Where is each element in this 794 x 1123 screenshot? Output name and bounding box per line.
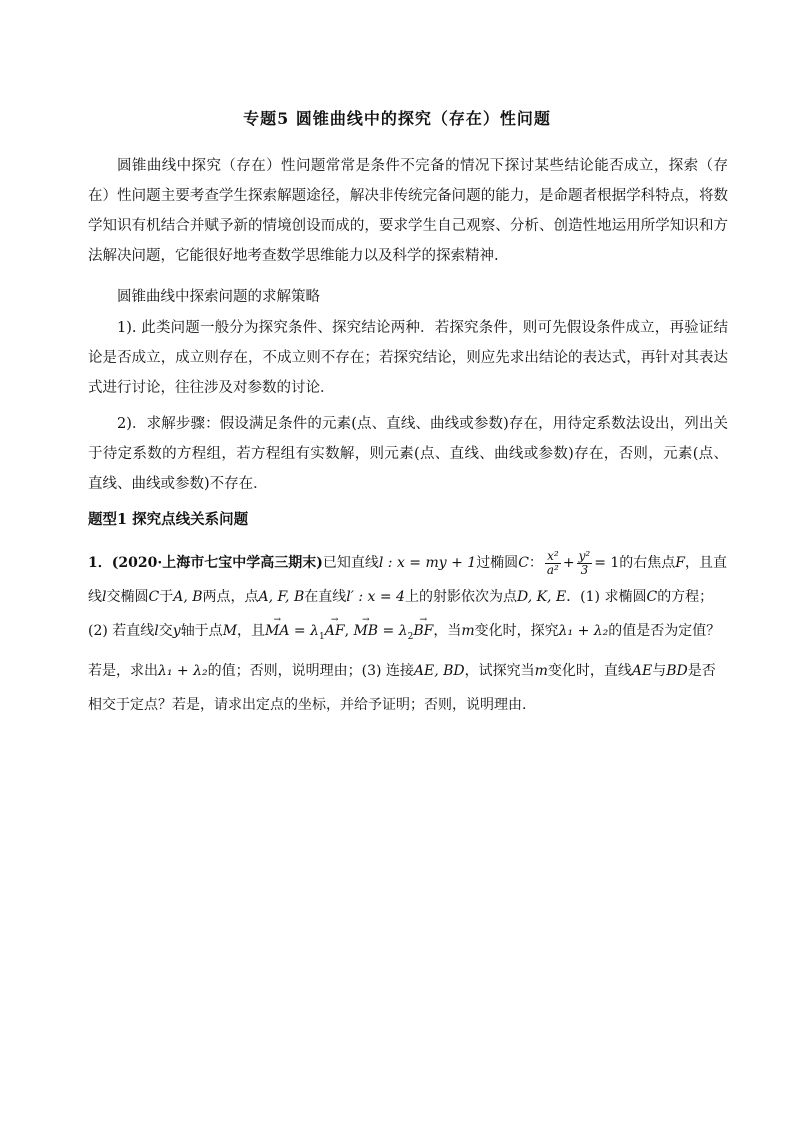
fraction-numerator: y² [578,548,591,563]
problem-text: ： [528,555,543,571]
problem-text: 的右焦点 [619,555,676,571]
line-equation: l′ : x = 4 [346,589,405,605]
lambda-sum: λ₁ + λ₂ [158,662,208,679]
problem-text: ，且直线 [88,555,728,605]
vector-MB: → MB [353,614,378,648]
fraction-x2-a2 [545,550,561,577]
strategy-heading: 圆锥曲线中探索问题的求解策略 [117,289,320,305]
math-symbol: l [154,623,159,639]
math-symbol: AE, BD [413,662,465,679]
intro-paragraph: 圆锥曲线中探究（存在）性问题常常是条件不完备的情况下探讨某些结论能否成立，探索（存在）性问题主要考查学生探索解题途径，解决非传统完备问题的能力，是命题者根据学科特点，将数学知识有机结合并赋予新的情境创设而成的，要求学生自己观察、分析、创造性地运用所学知识和方法解决问题，它能很好地考查数学思维能力以及科学的探索精神. [88,158,728,264]
fraction-numerator: x² [545,550,561,564]
problem-text: 的方程；(2) 若直线 [88,589,714,639]
problem-text: 变化时，直线 [547,662,632,679]
subscript: 1 [319,631,325,642]
problem-text: 上的射影依次为点 [404,589,517,605]
problem-text: 交椭圆 [106,589,149,605]
page-title: 专题5 圆锥曲线中的探究（存在）性问题 [243,109,551,128]
math-symbol: = 1 [594,555,620,571]
problem-text: , [344,623,354,639]
problem-1 [88,546,728,722]
math-symbol: C [148,589,160,605]
math-symbol: l [102,589,107,605]
math-symbol: m [461,623,475,639]
problem-text: 变化时，探究 [474,623,559,639]
subscript: 2 [407,631,414,642]
fraction-denominator: 3 [580,562,589,577]
math-symbol: m [534,662,548,679]
math-symbol: A, F, B [258,589,305,605]
vector-AF: → AF [325,614,345,648]
math-symbol: AE [631,662,653,679]
problem-text: ，试探究当 [464,662,535,679]
math-symbol: BD [666,662,688,679]
math-symbol: C [646,589,658,605]
strategy-item-1: 1). 此类问题一般分为探究条件、探究结论两种．若探究条件，则可先假设条件成立，再验证结论是否成立，成立则存在，不成立则不存在；若探究结论，则应先求出结论的表达式，再针对其表达式进行讨论，往往涉及对参数的讨论． [88,320,728,396]
math-symbol: D, K, E [516,589,567,605]
math-symbol: = λ [289,623,319,639]
line-equation: l : x = my + 1 [378,555,477,571]
problem-text: 与 [652,662,667,679]
problem-text: 过椭圆 [476,555,519,571]
lambda-sum: λ₁ + λ₂ [558,623,609,639]
problem-source: (2020·上海市七宝中学高三期末) [111,555,323,571]
math-symbol: + [562,555,575,571]
math-symbol: y [172,623,181,639]
vector-BF: → BF [413,614,433,648]
problem-text: 的值；否则，说明理由；(3) 连接 [207,662,414,679]
problem-number: 1． [88,555,112,571]
problem-text: 的值是否为定值？若是，求出 [88,623,721,679]
type-heading: 题型1 探究点线关系问题 [88,511,249,528]
problem-text: 已知直线 [322,555,379,571]
problem-text: 是否相交于定点？若是，请求出定点的坐标，并给予证明；否则，说明理由. [88,662,716,713]
problem-text: 交 [158,623,173,639]
problem-text: ，当 [433,623,462,639]
vector-MA: → MA [265,614,289,648]
math-symbol: C [518,555,529,571]
fraction-y2-3 [577,550,593,577]
problem-text: 轴于点 [180,623,223,639]
problem-text: 在直线 [304,589,347,605]
problem-text: 两点，点 [202,589,259,605]
math-symbol: = λ [378,623,408,639]
problem-text: 于 [159,589,174,605]
fraction-denominator: a² [546,562,559,577]
math-symbol: A, B [173,589,203,605]
math-symbol: F [675,555,686,571]
problem-text: ，且 [237,623,266,639]
problem-text: ．(1) 求椭圆 [566,589,647,605]
math-symbol: M [222,623,238,639]
strategy-item-2: 2)．求解步骤：假设满足条件的元素(点、直线、曲线或参数)存在，用待定系数法设出，列出关于待定系数的方程组，若方程组有实数解，则元素(点、直线、曲线或参数)存在，否则，元素(点、直线、曲线或参数)不存在． [88,416,728,492]
